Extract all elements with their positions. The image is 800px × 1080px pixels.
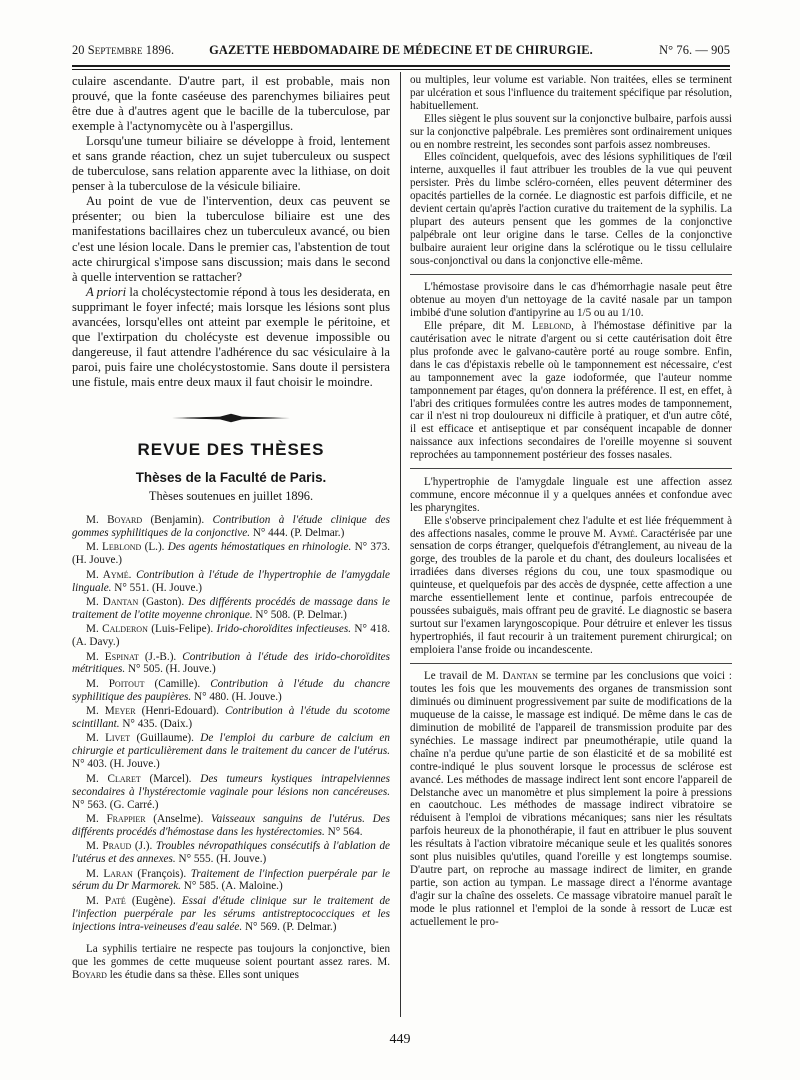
header-date: 20 Septembre 1896.	[72, 43, 175, 57]
thesis-author-firstname: (Gaston).	[138, 595, 189, 608]
header-journal-title: GAZETTE HEBDOMADAIRE DE MÉDECINE ET DE CHIRURGIE.	[209, 43, 593, 57]
running-header	[72, 40, 730, 62]
paragraph: culaire ascendante. D'autre part, il est probable, mais non prouvé, que la fonte caséeuse des parenchymes biliaires peut être due à d'autres agent que le bacille de la tuberculose, par exemple à l'actynomycète ou à l'aspergillus.	[72, 74, 390, 134]
ornament-rule-icon	[172, 413, 290, 423]
thesis-author-firstname: (J.-B.).	[138, 650, 183, 663]
thesis-entry	[72, 773, 390, 812]
thesis-author: M. Livet	[86, 732, 131, 745]
thesis-entry	[72, 868, 390, 894]
header-issue-page: N° 76. — 905	[659, 43, 730, 57]
thesis-reference: N° 551. (H. Jouve.)	[111, 581, 203, 594]
block-separator	[410, 468, 732, 469]
thesis-title: Contribution à l'étude de l'hypertrophie de l'amygdale linguale.	[72, 568, 391, 594]
thesis-entry	[72, 705, 390, 731]
thesis-entry	[72, 813, 390, 839]
paragraph-text: les étudie dans sa thèse. Elles sont uniques	[106, 968, 299, 981]
paragraph-text: , à l'hémostase définitive par la cautérisation avec le nitrate d'argent ou si cette cautérisation doit être plus profonde avec le galvano-cautère porté au rouge sombre. Enfin, dans le cas d'épistaxis rebelle où le tamponnement est nécessaire, c'est au tamponnement avec la gaze iodoformée, que l'auteur nomme tamponnement par étages, qu'on donnera la préférence. Il est, en effet, à l'abri des critiques formulées contre les autres modes de tamponnement, car il n'est ni trop douloureux ni difficile à pratiquer, et d'un autre côté, il est efficace et antiseptique et par conséquent incapable de donner naissance aux infections secondaires de l'oreille moyenne si souvent reprochées au tamponnement postérieur des fosses nasales.	[410, 320, 732, 462]
thesis-author-firstname: (Luis-Felipe).	[147, 623, 217, 636]
thesis-entry	[72, 623, 390, 649]
left-column	[72, 74, 390, 982]
thesis-title: Troubles névropathiques consécutifs à l'ablation de l'utérus et des annexes.	[72, 840, 390, 866]
thesis-reference: N° 564.	[324, 825, 363, 838]
block-separator	[410, 274, 732, 275]
thesis-author-firstname: (Eugène).	[125, 894, 182, 907]
paragraph-text: . Caractérisée par une sensation de corps étranger, quelquefois d'étranglement, au niveau de la gorge, des troubles de la parole et du chant, des douleurs localisées et irradiées dans diverses régions du cou, une toux spasmodique ou quinteuse, et quelquefois par des accès de dyspnée, cette affection a une marche essentiellement lente et continue, parfois entrecoupée de poussées subaiguës, mais offrant peu de gravité. Le diagnostic se basera surtout sur l'examen laryngoscopique. Pour détruire et enlever les tissus hypertrophiés, il faut recourir à un traitement purement chirurgical; on emploiera l'anse froide ou incandescente.	[410, 527, 733, 656]
header-rule-thick	[72, 65, 730, 67]
thesis-reference: N° 555. (H. Jouve.)	[175, 853, 267, 866]
paragraph	[72, 285, 390, 390]
thesis-reference: N° 563. (G. Carré.)	[72, 798, 159, 811]
thesis-title: Des différents procédés de massage dans le traitement de l'otite moyenne chronique.	[72, 595, 390, 621]
thesis-reference: N° 435. (Daix.)	[119, 718, 193, 731]
thesis-author-firstname: (Marcel).	[140, 772, 201, 785]
paragraph: Elles siègent le plus souvent sur la conjonctive bulbaire, parfois aussi sur la conjonctive palpébrale. Les premières sont ordinairement uniques ou en nombre restreint, les secondes sont parfois assez nombreuses.	[410, 112, 732, 151]
thesis-author-firstname: (Henri-Edouard).	[135, 705, 225, 718]
header-rule-thin	[72, 69, 730, 70]
thesis-author: M. Dantan	[86, 595, 139, 608]
paragraph-text: se termine par les conclusions que voici : toutes les fois que les mouvements des organes de transmission sont diminués ou diminuent progressivement par suite de modifications de la muqueuse de la caisse, le massage est indiqué. De même dans le cas de diminution de mobilité de l'appareil de transmission produite par des synéchies. Le massage indirect par pneumothérapie, utile quand la chaîne n'a perdue qu'une partie de son élasticité et de sa mobilité est contre-indiqué le plus souvent lorsque le processus de sclérose est avancé. Les méthodes de massage indirect lent sont encore l'appareil de Delstanche avec un manomètre et plus simplement la poire à pressions en caoutchouc. Les méthodes de massage indirect vibratoire se réduisent à l'emploi de vibrations mécaniques; sans nier les résultats parfois heureux de la phonothérapie, il faut en attribuer le plus souvent les résultats à l'action vibratoire mécanique seule et les qualités sonores sont plus nuisibles qu'utiles, quand l'oreille y est longtemps soumise. D'autre part, on reproche au massage indirect de limiter, en grande partie, son action au tympan. Le massage direct a l'énorme avantage d'agir sur la chaîne des osselets. Ce massage vibratoire manuel paraît le mode le plus rationnel et l'emploi de la sonde à ressort de Lucæ est actuellement le pro-	[410, 670, 732, 928]
paragraph: Au point de vue de l'intervention, deux cas peuvent se présenter; ou bien la tuberculose biliaire est une des manifestations bacillaires chez un tuberculeux avancé, ou bien c'est une lésion locale. Dans le premier cas, l'abstention de tout acte chirurgical s'impose sans discussion; mais dans le second à quelle intervention se rattacher?	[72, 194, 390, 284]
thesis-title: Contribution à l'étude du scotome scintillant.	[72, 705, 390, 731]
thesis-author-firstname: (Benjamin).	[142, 513, 213, 526]
section-title: REVUE DES THÈSES	[137, 439, 325, 459]
thesis-author: M. Meyer	[86, 705, 136, 718]
thesis-entry	[72, 596, 390, 622]
paragraph-text: la cholécystectomie répond à tous les desiderata, en supprimant le foyer infecté; mais lorsque les lésions sont plus avancées, lorsqu'elles ont atteint par exemple le péritoine, et que l'extirpation du cholécyste est devenue impossible ou dangereuse, il faut attendre l'adhérence du sac vésiculaire à la paroi, puis faire une cholécystostomie. Sans doute il persistera une fistule, mais entre deux maux il faut choisir le moindre.	[72, 284, 390, 389]
thesis-reference: N° 373. (H. Jouve.)	[72, 541, 390, 567]
thesis-reference: N° 403. (H. Jouve.)	[72, 758, 160, 771]
thesis-title: Contribution à l'étude des irido-choroïdites métritiques.	[72, 650, 390, 676]
thesis-entry	[72, 514, 390, 540]
paragraph	[410, 320, 732, 462]
thesis-reference: N° 569. (P. Delmar.)	[242, 920, 337, 933]
thesis-title: Traitement de l'infection puerpérale par le sérum du Dr Marmorek.	[72, 867, 390, 893]
author-name: Dantan	[502, 670, 538, 683]
thesis-entry	[72, 651, 390, 677]
thesis-title: Des agents hémostatiques en rhinologie.	[167, 541, 352, 554]
thesis-author-firstname: (Anselme).	[145, 812, 212, 825]
author-name: Aymé	[609, 527, 635, 540]
thesis-title: Contribution à l'étude du chancre syphilitique des paupières.	[72, 677, 391, 703]
thesis-entry	[72, 840, 390, 866]
thesis-entry	[72, 678, 390, 704]
thesis-author-firstname: (François).	[132, 867, 191, 880]
paragraph: L'hémostase provisoire dans le cas d'hémorrhagie nasale peut être obtenue au moyen d'un nettoyage de la cavité nasale par un tampon imbibé d'une solution d'antipyrine au 1/5 ou au 1/10.	[410, 281, 732, 320]
ornament-divider	[72, 406, 390, 430]
paragraph	[72, 943, 390, 982]
thesis-reference: N° 418. (A. Davy.)	[72, 623, 390, 649]
thesis-author: M. Laran	[86, 867, 133, 880]
subsection-title: Thèses de la Faculté de Paris.	[135, 469, 327, 485]
thesis-author: M. Claret	[86, 772, 141, 785]
thesis-reference: N° 505. (H. Jouve.)	[125, 663, 216, 676]
thesis-entry	[72, 541, 390, 567]
thesis-entry	[72, 569, 390, 595]
thesis-list	[72, 514, 390, 934]
thesis-author-firstname: (Guillaume).	[130, 732, 201, 745]
thesis-title: Des tumeurs kystiques intrapelviennes secondaires à l'hystérectomie vaginale pour lésions non cancéreuses.	[72, 772, 390, 798]
thesis-author: M. Leblond	[86, 541, 142, 554]
subsection-subtitle: Thèses soutenues en juillet 1896.	[148, 488, 314, 503]
thesis-author: M. Boyard	[86, 513, 143, 526]
thesis-author: M. Paté	[86, 894, 126, 907]
paragraph: L'hypertrophie de l'amygdale linguale est une affection assez commune, encore méconnue il y a quelques années et confondue avec les pharyngites.	[410, 475, 732, 514]
thesis-author-firstname: (Camille).	[144, 677, 211, 690]
thesis-entry	[72, 895, 390, 934]
thesis-title: Essai d'étude clinique sur le traitement de l'infection puerpérale par les sérums antistreptococciques et les injections intra-veineuses d'eau salée.	[72, 894, 391, 933]
page-number: 449	[389, 1032, 411, 1047]
paragraph: ou multiples, leur volume est variable. Non traitées, elles se terminent par ulcération et sous l'influence du traitement spécifique par résolution, habituellement.	[410, 74, 732, 112]
paragraph	[410, 670, 732, 928]
thesis-reference: N° 585. (A. Maloine.)	[180, 880, 283, 893]
thesis-reference: N° 508. (P. Delmar.)	[252, 608, 347, 621]
right-column	[410, 74, 732, 928]
thesis-title: Contribution à l'étude clinique des gommes syphilitiques de la conjonctive.	[72, 513, 390, 539]
thesis-title: Irido-choroïdites infectieuses.	[216, 623, 351, 636]
thesis-author: M. Espinat	[86, 650, 139, 663]
thesis-title: De l'emploi du carbure de calcium en chirurgie et particulièrement dans le traitement du cancer de l'utérus.	[72, 732, 390, 758]
paragraph-text: Le travail de M.	[424, 670, 503, 683]
block-separator	[410, 663, 732, 664]
thesis-author-firstname: (L.).	[141, 541, 168, 554]
author-name: Boyard	[72, 968, 107, 981]
paragraph: Elles coïncident, quelquefois, avec des lésions syphilitiques de l'œil interne, auxquelles il faut attribuer les troubles de la vue qui peuvent persister. Près du limbe scléro-cornéen, elles peuvent déterminer des opacités partielles de la cornée. Le diagnostic est parfois difficile, et ne devient certain qu'après l'action curative du traitement de la syphilis. La plupart des auteurs pensent que les gommes de la conjonctive palpébrale ont leur origine dans le tarse. Celles de la conjonctive bulbaire auraient leur origine dans la sclérotique ou le tissu cellulaire sous-conjonctival ou dans la conjonctive elle-même.	[410, 151, 732, 267]
thesis-entry	[72, 732, 390, 771]
emphasis: A priori	[86, 284, 127, 299]
author-name: Leblond	[531, 320, 572, 333]
thesis-author-firstname: .	[128, 568, 137, 581]
paragraph-text: Elle s'observe principalement chez l'adulte et est liée fréquemment à des affections nasales, comme le prouve M.	[410, 514, 732, 540]
thesis-author: M. Poitout	[86, 677, 145, 690]
thesis-author: M. Frappier	[86, 812, 146, 825]
paragraph-text: Elle prépare, dit M.	[424, 320, 532, 333]
paragraph: Lorsqu'une tumeur biliaire se développe à froid, lentement et sans grande réaction, chez un sujet tuberculeux ou suspect de tuberculose, sans relation apparente avec la lithiase, on doit penser à la tuberculose de la vésicule biliaire.	[72, 134, 390, 194]
thesis-author-firstname: (J.).	[131, 840, 156, 853]
thesis-title: Vaisseaux sanguins de l'utérus. Des différents procédés d'hémostase dans les hystérectomies.	[72, 812, 390, 838]
column-divider	[400, 72, 401, 1017]
thesis-author: M. Calderon	[86, 623, 148, 636]
paragraph-text: La syphilis tertiaire ne respecte pas toujours la conjonctive, bien que les gommes de cette muqueuse soient pourtant assez rares. M.	[72, 943, 390, 968]
thesis-reference: N° 444. (P. Delmar.)	[250, 526, 345, 539]
thesis-reference: N° 480. (H. Jouve.)	[191, 690, 282, 703]
paragraph	[410, 515, 732, 657]
thesis-author: M. Praud	[86, 840, 132, 853]
thesis-author: M. Aymé	[86, 568, 129, 581]
